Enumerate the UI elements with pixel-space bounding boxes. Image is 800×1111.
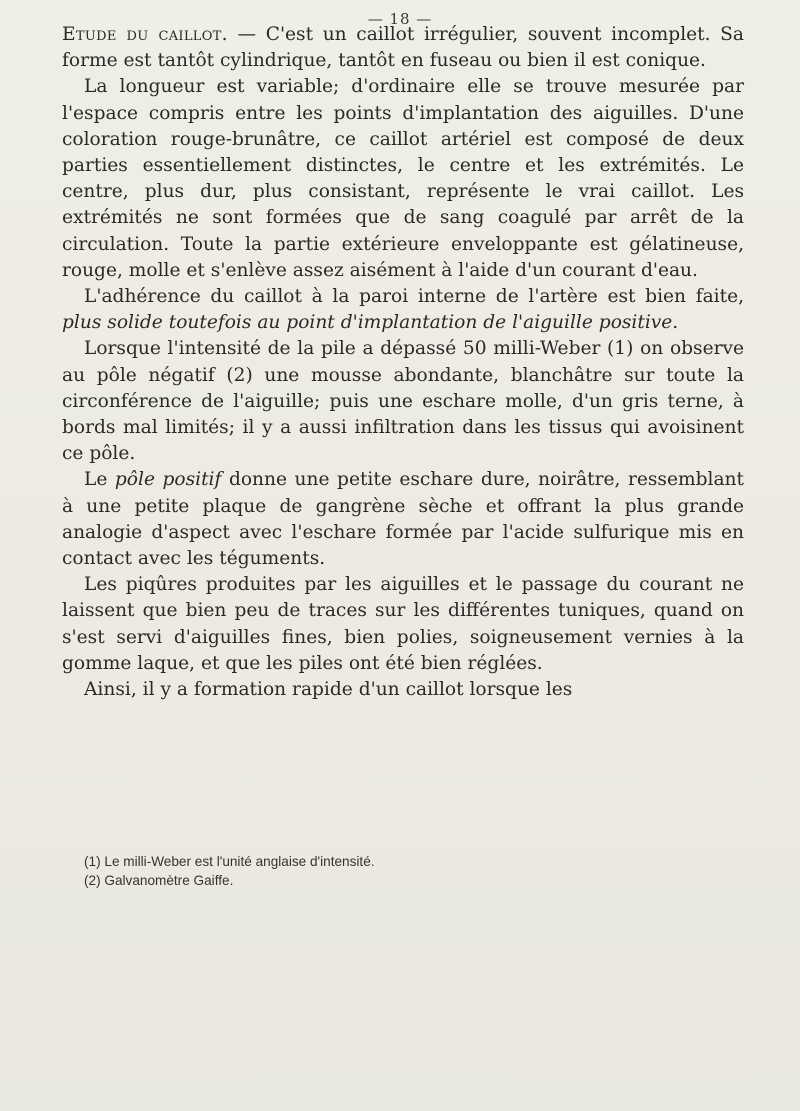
paragraph-conclusion: Ainsi, il y a formation rapide d'un caillot lorsque les bbox=[84, 679, 573, 701]
paragraph-5-emphasis: pôle positif bbox=[114, 469, 222, 491]
paragraph-5-text: donne une petite eschare dure, noirâtre, ressemblant à une petite plaque de gangrène sèche et offrant la plus grande analogie d'aspect avec l'eschare formée par l'acide sulfurique mis en contact avec les téguments. bbox=[62, 469, 744, 570]
page-number: — 18 — bbox=[367, 10, 433, 28]
paragraph-negative-pole: Lorsque l'intensité de la pile a dépassé 50 milli-Weber (1) on observe au pôle négatif (2) une mousse abondante, blanchâtre sur toute la circonférence de l'aiguille; puis une eschare molle, d'un gris terne, à bords mal limités; il y a aussi infiltration dans les tissus qui avoisinent ce pôle. bbox=[62, 338, 744, 465]
paragraph-punctures: Les piqûres produites par les aiguilles et le passage du courant ne laissent que bien peu de traces sur les différentes tuniques, quand on s'est servi d'aiguilles fines, bien polies, soigneusement vernies à la gomme laque, et que les piles ont été bien réglées. bbox=[62, 574, 744, 674]
paragraph-3-emphasis: plus solide toutefois au point d'implantation de l'aiguille positive. bbox=[62, 312, 679, 334]
section-heading: Etude du caillot. bbox=[62, 24, 228, 45]
paragraph-clot-study bbox=[62, 22, 744, 74]
footnotes bbox=[84, 852, 734, 890]
paragraph-adherence bbox=[62, 284, 744, 336]
paragraph-positive-pole bbox=[62, 467, 744, 572]
paragraph-3-text: L'adhérence du caillot à la paroi interne de l'artère est bien faite, bbox=[84, 286, 744, 308]
heading-dash: — bbox=[227, 24, 266, 45]
body-text bbox=[62, 22, 744, 703]
paragraph-length: La longueur est variable; d'ordinaire elle se trouve mesurée par l'espace compris entre les points d'implantation des aiguilles. D'une coloration rouge-brunâtre, ce caillot artériel est composé de deux parties essentiellement distinctes, le centre et les extrémités. Le centre, plus dur, plus consistant, représente le vrai caillot. Les extrémités ne sont formées que de sang coagulé par arrêt de la circulation. Toute la partie extérieure enveloppante est gélatineuse, rouge, molle et s'enlève assez aisément à l'aide d'un courant d'eau. bbox=[62, 76, 744, 281]
footnote-1: (1) Le milli-Weber est l'unité anglaise d'intensité. bbox=[84, 854, 375, 869]
paragraph-1-text: C'est un caillot irrégulier, souvent incomplet. Sa forme est tantôt cylindrique, tantôt en fuseau ou bien il est conique. bbox=[62, 24, 744, 72]
paragraph-5-lead: Le bbox=[84, 469, 115, 491]
footnote-2: (2) Galvanomètre Gaiffe. bbox=[84, 873, 234, 888]
